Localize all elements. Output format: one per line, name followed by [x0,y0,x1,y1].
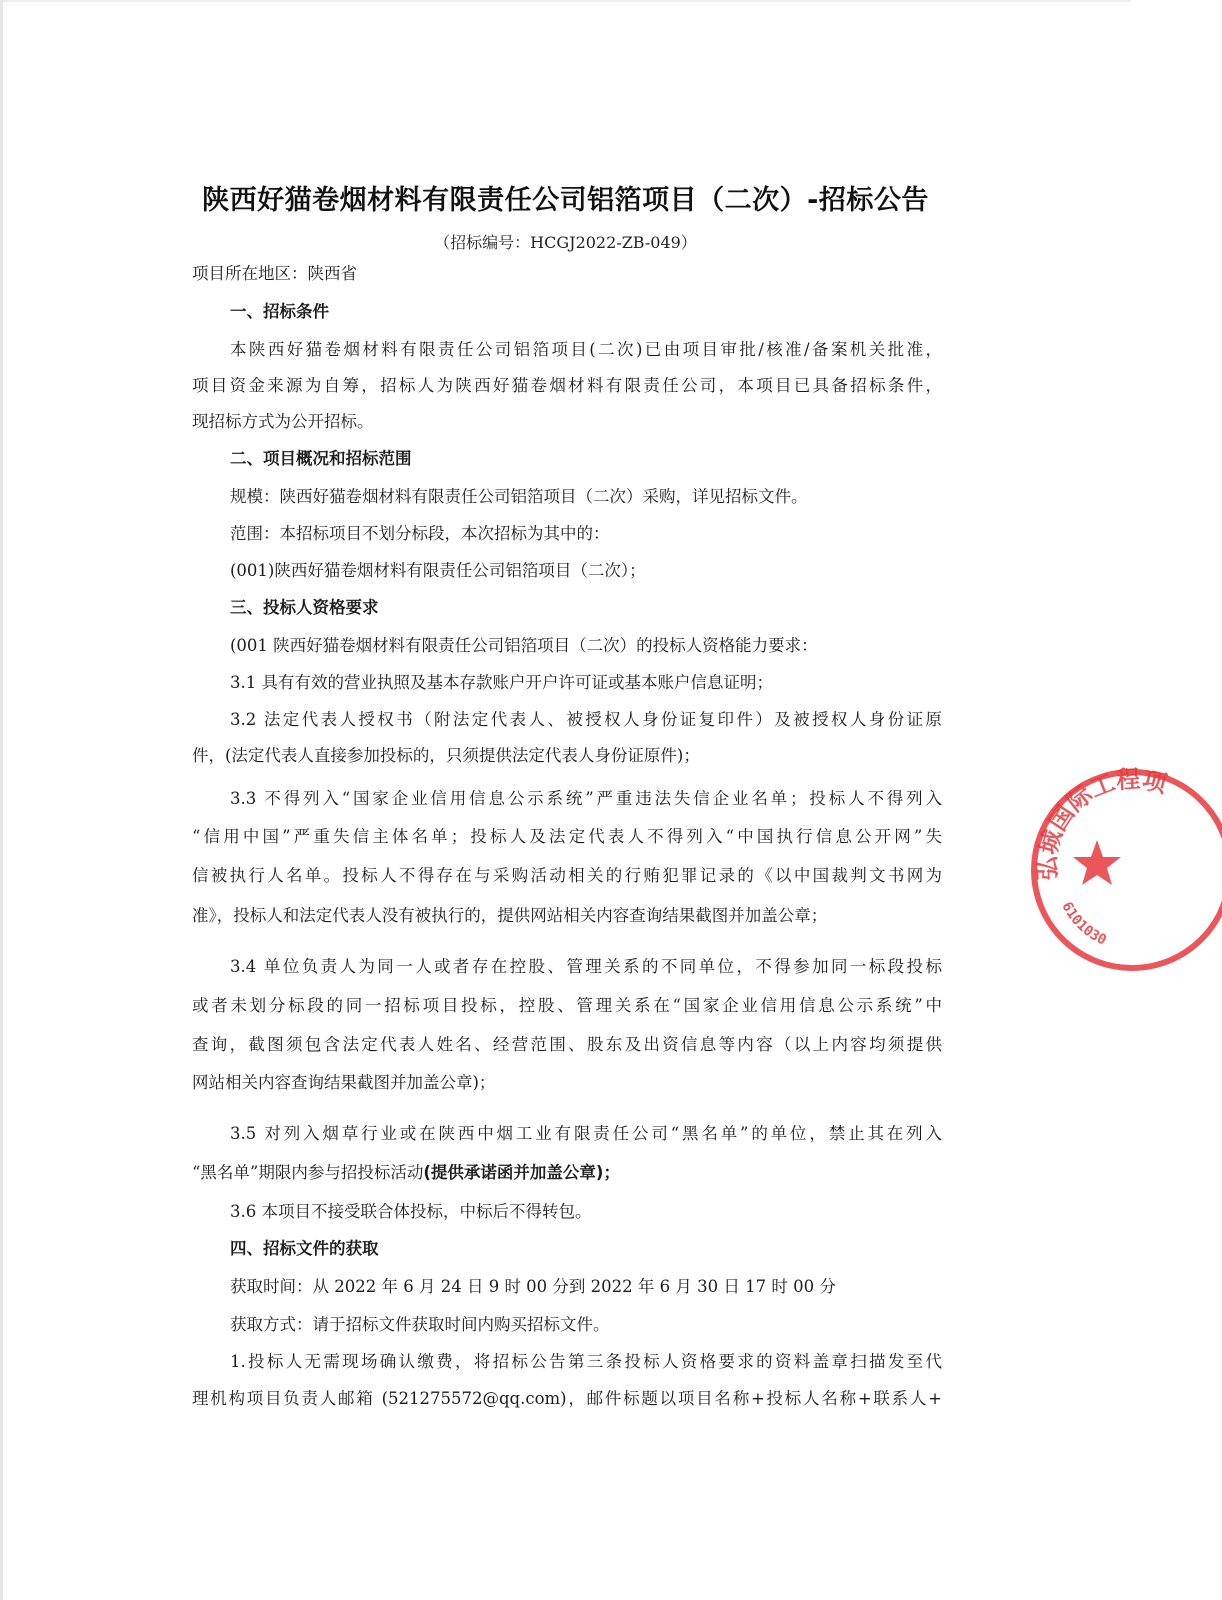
section-3-heading: 三、投标人资格要求 [230,598,379,617]
seal-number: 6101030 [1058,899,1109,949]
section-4-heading: 四、招标文件的获取 [230,1239,379,1258]
section-3-4-line-4: 网站相关内容查询结果截图并加盖公章)； [192,1073,496,1092]
section-1-line-3: 现招标方式为公开招标。 [192,412,374,431]
section-2-item: (001)陕西好猫卷烟材料有限责任公司铝箔项目（二次）； [230,561,646,580]
section-3-4-line-2: 或者未划分标段的同一招标项目投标，控股、管理关系在“国家企业信用信息公示系统”中 [192,996,942,1015]
section-2-scale: 规模：陕西好猫卷烟材料有限责任公司铝箔项目（二次）采购，详见招标文件。 [230,487,808,506]
project-region: 项目所在地区：陕西省 [192,264,357,283]
scan-edge-top [0,0,1131,2]
tender-number: （招标编号：HCGJ2022-ZB-049） [434,233,697,252]
section-3-3-line-2: “信用中国”严重失信主体名单；投标人及法定代表人不得列入“中国执行信息公开网”失 [192,827,942,846]
section-3-2-line-1: 3.2 法定代表人授权书（附法定代表人、被授权人身份证复印件）及被授权人身份证原 [230,710,942,729]
section-2-heading: 二、项目概况和招标范围 [230,449,412,468]
section-4-1-line-1: 1.投标人无需现场确认缴费，将招标公告第三条投标人资格要求的资料盖章扫描发至代 [230,1352,942,1371]
section-1-heading: 一、招标条件 [230,302,329,321]
company-seal-stamp [1022,760,1222,980]
section-3-5-line-2-text: “黑名单”期限内参与招投标活动 [192,1163,424,1182]
section-3-5-line-1: 3.5 对列入烟草行业或在陕西中烟工业有限责任公司“黑名单”的单位，禁止其在列入 [230,1124,942,1143]
section-4-method: 获取方式：请于招标文件获取时间内购买招标文件。 [230,1315,610,1334]
section-3-3-line-4: 准》，投标人和法定代表人没有被执行的，提供网站相关内容查询结果截图并加盖公章； [192,906,828,925]
section-4-time: 获取时间：从 2022 年 6 月 24 日 9 时 00 分到 2022 年 6 月 30 日 17 时 00 分 [230,1277,836,1296]
section-1-line-1: 本陕西好猫卷烟材料有限责任公司铝箔项目(二次)已由项目审批/核准/备案机关批准， [230,340,942,359]
section-3-4-line-1: 3.4 单位负责人为同一人或者存在控股、管理关系的不同单位，不得参加同一标段投标 [230,957,942,976]
section-2-scope: 范围：本招标项目不划分标段，本次招标为其中的： [230,524,610,543]
section-3-intro: (001 陕西好猫卷烟材料有限责任公司铝箔项目（二次）的投标人资格能力要求： [230,636,818,655]
section-3-3-line-3: 信被执行人名单。投标人不得存在与采购活动相关的行贿犯罪记录的《以中国裁判文书网为 [192,866,942,885]
section-3-1: 3.1 具有有效的营业执照及基本存款账户开户许可证或基本账户信息证明； [230,673,773,692]
section-3-6: 3.6 本项目不接受联合体投标，中标后不得转包。 [230,1202,592,1221]
section-3-5-line-2-bold: (提供承诺函并加盖公章)； [423,1163,620,1182]
star-icon [1073,840,1121,885]
section-3-5-line-2 [192,1163,942,1183]
seal-text: 弘城国际工程项 [1033,764,1170,881]
section-1-line-2: 项目资金来源为自筹，招标人为陕西好猫卷烟材料有限责任公司，本项目已具备招标条件， [192,376,942,395]
section-3-3-line-1: 3.3 不得列入“国家企业信用信息公示系统”严重违法失信企业名单；投标人不得列入 [230,789,942,808]
section-3-2-line-2: 件，(法定代表人直接参加投标的，只须提供法定代表人身份证原件)； [192,746,700,765]
section-3-4-line-3: 查询，截图须包含法定代表人姓名、经营范围、股东及出资信息等内容（以上内容均须提供 [192,1035,942,1054]
document-title: 陕西好猫卷烟材料有限责任公司铝箔项目（二次）-招标公告 [202,185,929,216]
section-4-1-line-2: 理机构项目负责人邮箱 (521275572@qq.com)，邮件标题以项目名称+投标人名称+联系人+ [192,1389,942,1408]
